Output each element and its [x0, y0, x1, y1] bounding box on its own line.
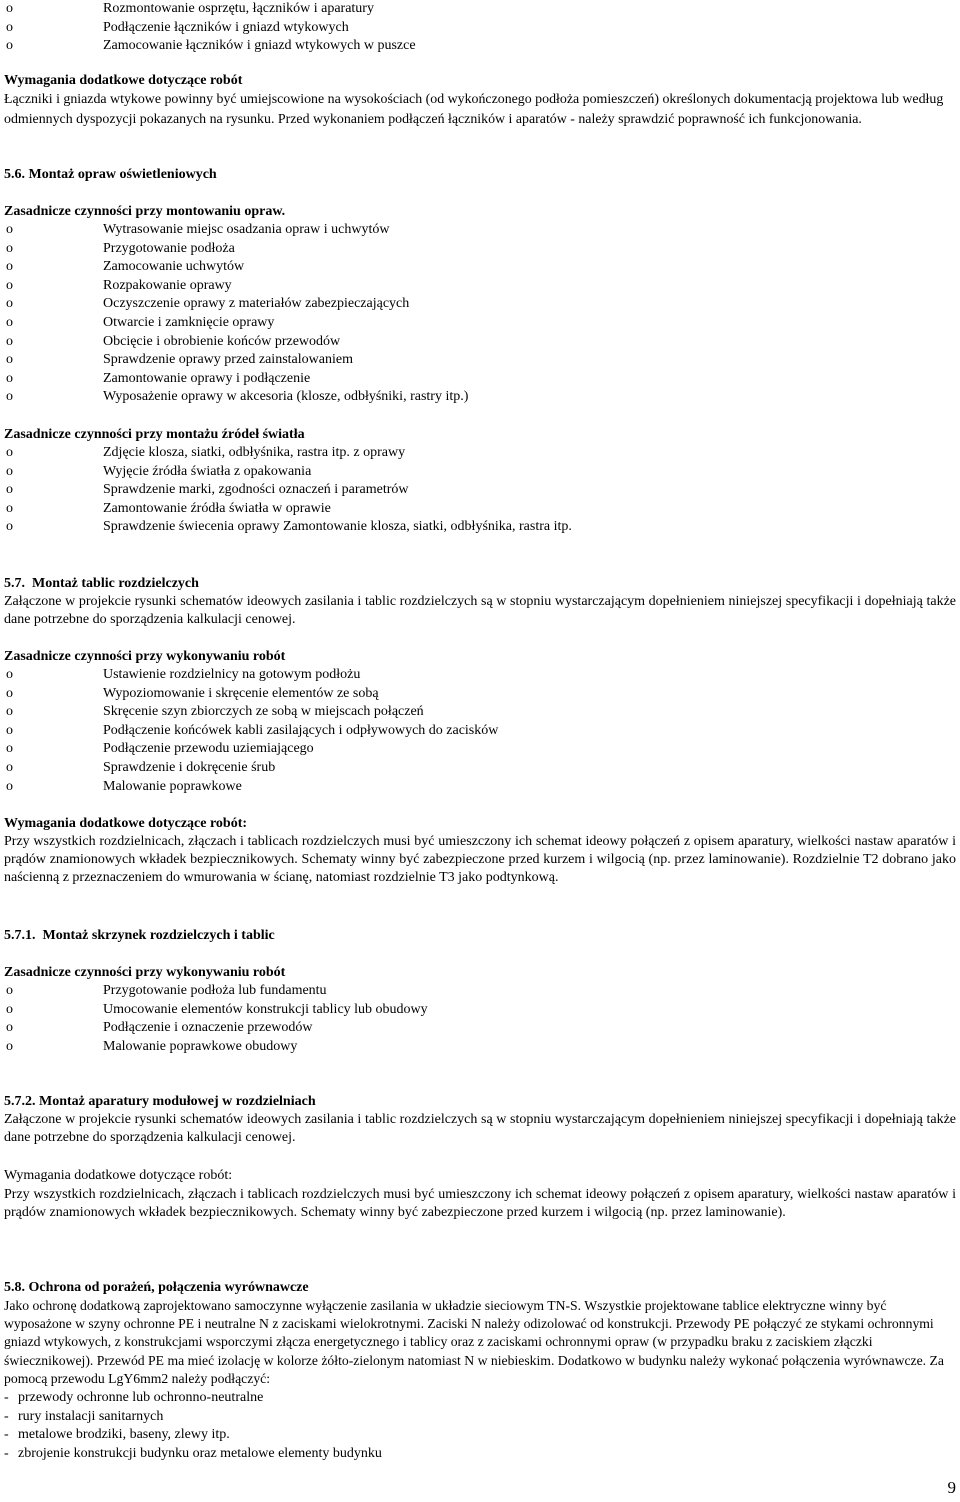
list-item: o Malowanie poprawkowe: [6, 778, 242, 794]
list-opraw: [4, 221, 956, 407]
list-item: o Wyposażenie oprawy w akcesoria (klosze, odbłyśniki, rastry itp.): [6, 389, 469, 405]
list-item: - metalowe brodziki, baseny, zlewy itp.: [4, 1427, 230, 1443]
paragraph: Załączone w projekcie rysunki schematów ideowych zasilania i tablic rozdzielczych są w stopniu wystarczającym dopełnieniem niniejszej specyfikacji i dopełniają także dane potrzebne do sporządzenia kalkulacji cenowej.: [4, 594, 956, 628]
list-item: o Sprawdzenie oprawy przed zainstalowaniem: [6, 352, 353, 368]
list-item: o Zdjęcie klosza, siatki, odbłyśnika, rastra itp. z oprawy: [6, 445, 406, 460]
list-item: o Podłączenie i oznaczenie przewodów: [6, 1020, 313, 1036]
list-item: o Zamocowanie łączników i gniazd wtykowych w puszce: [6, 38, 416, 54]
list-item: o Zamontowanie oprawy i podłączenie: [6, 370, 311, 386]
subsection-heading: Zasadnicze czynności przy wykonywaniu robót: [4, 649, 286, 664]
list-top: [4, 0, 956, 56]
list-item: - przewody ochronne lub ochronno-neutralne: [4, 1390, 264, 1405]
list-item: o Podłączenie końcówek kabli zasilających i odpływowych do zacisków: [6, 722, 499, 738]
section-heading: 5.7.2. Montaż aparatury modułowej w rozdzielniach: [4, 1094, 316, 1109]
section-heading: 5.6. Montaż opraw oświetleniowych: [4, 167, 217, 182]
page-number: 9: [947, 1478, 956, 1497]
list-item: o Rozmontowanie osprzętu, łączników i aparatury: [6, 1, 374, 16]
list-item: o Rozpakowanie oprawy: [6, 277, 232, 293]
list-zrodla: [4, 444, 956, 537]
subsection-heading: Zasadnicze czynności przy montowaniu opraw.: [4, 204, 286, 219]
list-item: o Wyjęcie źródła światła z opakowania: [6, 463, 312, 479]
list-item: o Podłączenie przewodu uziemiającego: [6, 741, 314, 757]
list-polaczenia: [4, 1389, 956, 1463]
section-heading: 5.7.1. Montaż skrzynek rozdzielczych i tablic: [4, 928, 275, 943]
paragraph: Przy wszystkich rozdzielnicach, złączach i tablicach rozdzielczych musi być umieszczony ich schemat ideowy połączeń z opisem aparatury, wielkości nastaw aparatów i prądów znamionowych wkładek bezpiecznikowych. Schematy winny być zabezpieczone przed kurzem i wilgocią (np. przez laminowanie). Rozdzielnie T2 dobrano jako naścienną z przeznaczeniem do wmurowania w ścianę, natomiast rozdzielnie T3 jako podtynkową.: [4, 834, 956, 886]
list-item: o Sprawdzenie i dokręcenie śrub: [6, 759, 276, 775]
paragraph: Załączone w projekcie rysunki schematów ideowych zasilania i tablic rozdzielczych są w stopniu wystarczającym dopełnieniem niniejszej specyfikacji i dopełniają także dane potrzebne do sporządzenia kalkulacji cenowej.: [4, 1112, 956, 1146]
list-item: o Podłączenie łączników i gniazd wtykowych: [6, 19, 349, 35]
list-item: o Sprawdzenie marki, zgodności oznaczeń i parametrów: [6, 482, 409, 498]
list-item: - rury instalacji sanitarnych: [4, 1408, 164, 1424]
list-item: o Skręcenie szyn zbiorczych ze sobą w miejscach połączeń: [6, 704, 424, 720]
paragraph: Jako ochronę dodatkową zaprojektowano samoczynne wyłączenie zasilania w układzie sieciowym TN-S. Wszystkie projektowane tablice elektryczne winny być wyposażone w szyny ochronne PE i neutralne N z zaciskami wielokrotnymi. Zaciski N należy odizolować od konstrukcji. Przewody PE połączyć ze stykami ochronnymi gniazd wtykowych, z konstrukcjami wsporczymi złącza energetycznego i tablicy oraz z zaciskami ochronnymi opraw (w przypadku braku z zaciskiem złączki świecznikowej). Przewód PE ma mieć izolację w kolorze żółto-zielonym natomiast N w niebieskim. Dodatkowo w budynku należy wykonać połączenia wyrównawcze. Za pomocą przewodu LgY6mm2 należy podłączyć:: [4, 1298, 944, 1386]
section-heading: 5.8. Ochrona od porażeń, połączenia wyrównawcze: [4, 1280, 309, 1295]
list-item: o Przygotowanie podłoża lub fundamentu: [6, 983, 327, 998]
subsection-heading: Wymagania dodatkowe dotyczące robót:: [4, 1168, 233, 1183]
subsection-heading: Wymagania dodatkowe dotyczące robót:: [4, 816, 248, 831]
list-item: o Oczyszczenie oprawy z materiałów zabezpieczających: [6, 296, 410, 312]
list-skrzynki: [4, 982, 956, 1056]
list-tablice: [4, 666, 956, 796]
subsection-heading: Zasadnicze czynności przy montażu źródeł światła: [4, 427, 305, 442]
list-item: o Zamocowanie uchwytów: [6, 259, 245, 275]
list-item: o Obcięcie i obrobienie końców przewodów: [6, 333, 341, 349]
subsection-heading: Zasadnicze czynności przy wykonywaniu robót: [4, 965, 286, 980]
list-item: o Sprawdzenie świecenia oprawy Zamontowanie klosza, siatki, odbłyśnika, rastra itp.: [6, 519, 572, 535]
section-heading: Wymagania dodatkowe dotyczące robót: [4, 73, 243, 88]
list-item: o Zamontowanie źródła światła w oprawie: [6, 500, 331, 516]
paragraph: Przy wszystkich rozdzielnicach, złączach i tablicach rozdzielczych musi być umieszczony ich schemat ideowy połączeń z opisem aparatury, wielkości nastaw aparatów i prądów znamionowych wkładek bezpiecznikowych. Schematy winny być zabezpieczone przed kurzem i wilgocią (np. przez laminowanie).: [4, 1187, 956, 1221]
list-item: o Ustawienie rozdzielnicy na gotowym podłożu: [6, 667, 361, 682]
list-item: o Umocowanie elementów konstrukcji tablicy lub obudowy: [6, 1001, 428, 1017]
list-item: - zbrojenie konstrukcji budynku oraz metalowe elementy budynku: [4, 1445, 382, 1461]
paragraph: Łączniki i gniazda wtykowe powinny być umiejscowione na wysokościach (od wykończonego podłoża pomieszczeń) określonych dokumentacją projektowa lub według odmiennych dyspozycji pokazanych na rysunku. Przed wykonaniem podłączeń łączników i aparatów - należy sprawdzić poprawność ich funkcjonowania.: [4, 92, 944, 127]
list-item: o Malowanie poprawkowe obudowy: [6, 1038, 298, 1054]
list-item: o Wypoziomowanie i skręcenie elementów ze sobą: [6, 685, 379, 701]
list-item: o Wytrasowanie miejsc osadzania opraw i uchwytów: [6, 222, 390, 237]
list-item: o Otwarcie i zamknięcie oprawy: [6, 314, 275, 330]
list-item: o Przygotowanie podłoża: [6, 240, 235, 256]
section-heading: 5.7. Montaż tablic rozdzielczych: [4, 576, 199, 591]
